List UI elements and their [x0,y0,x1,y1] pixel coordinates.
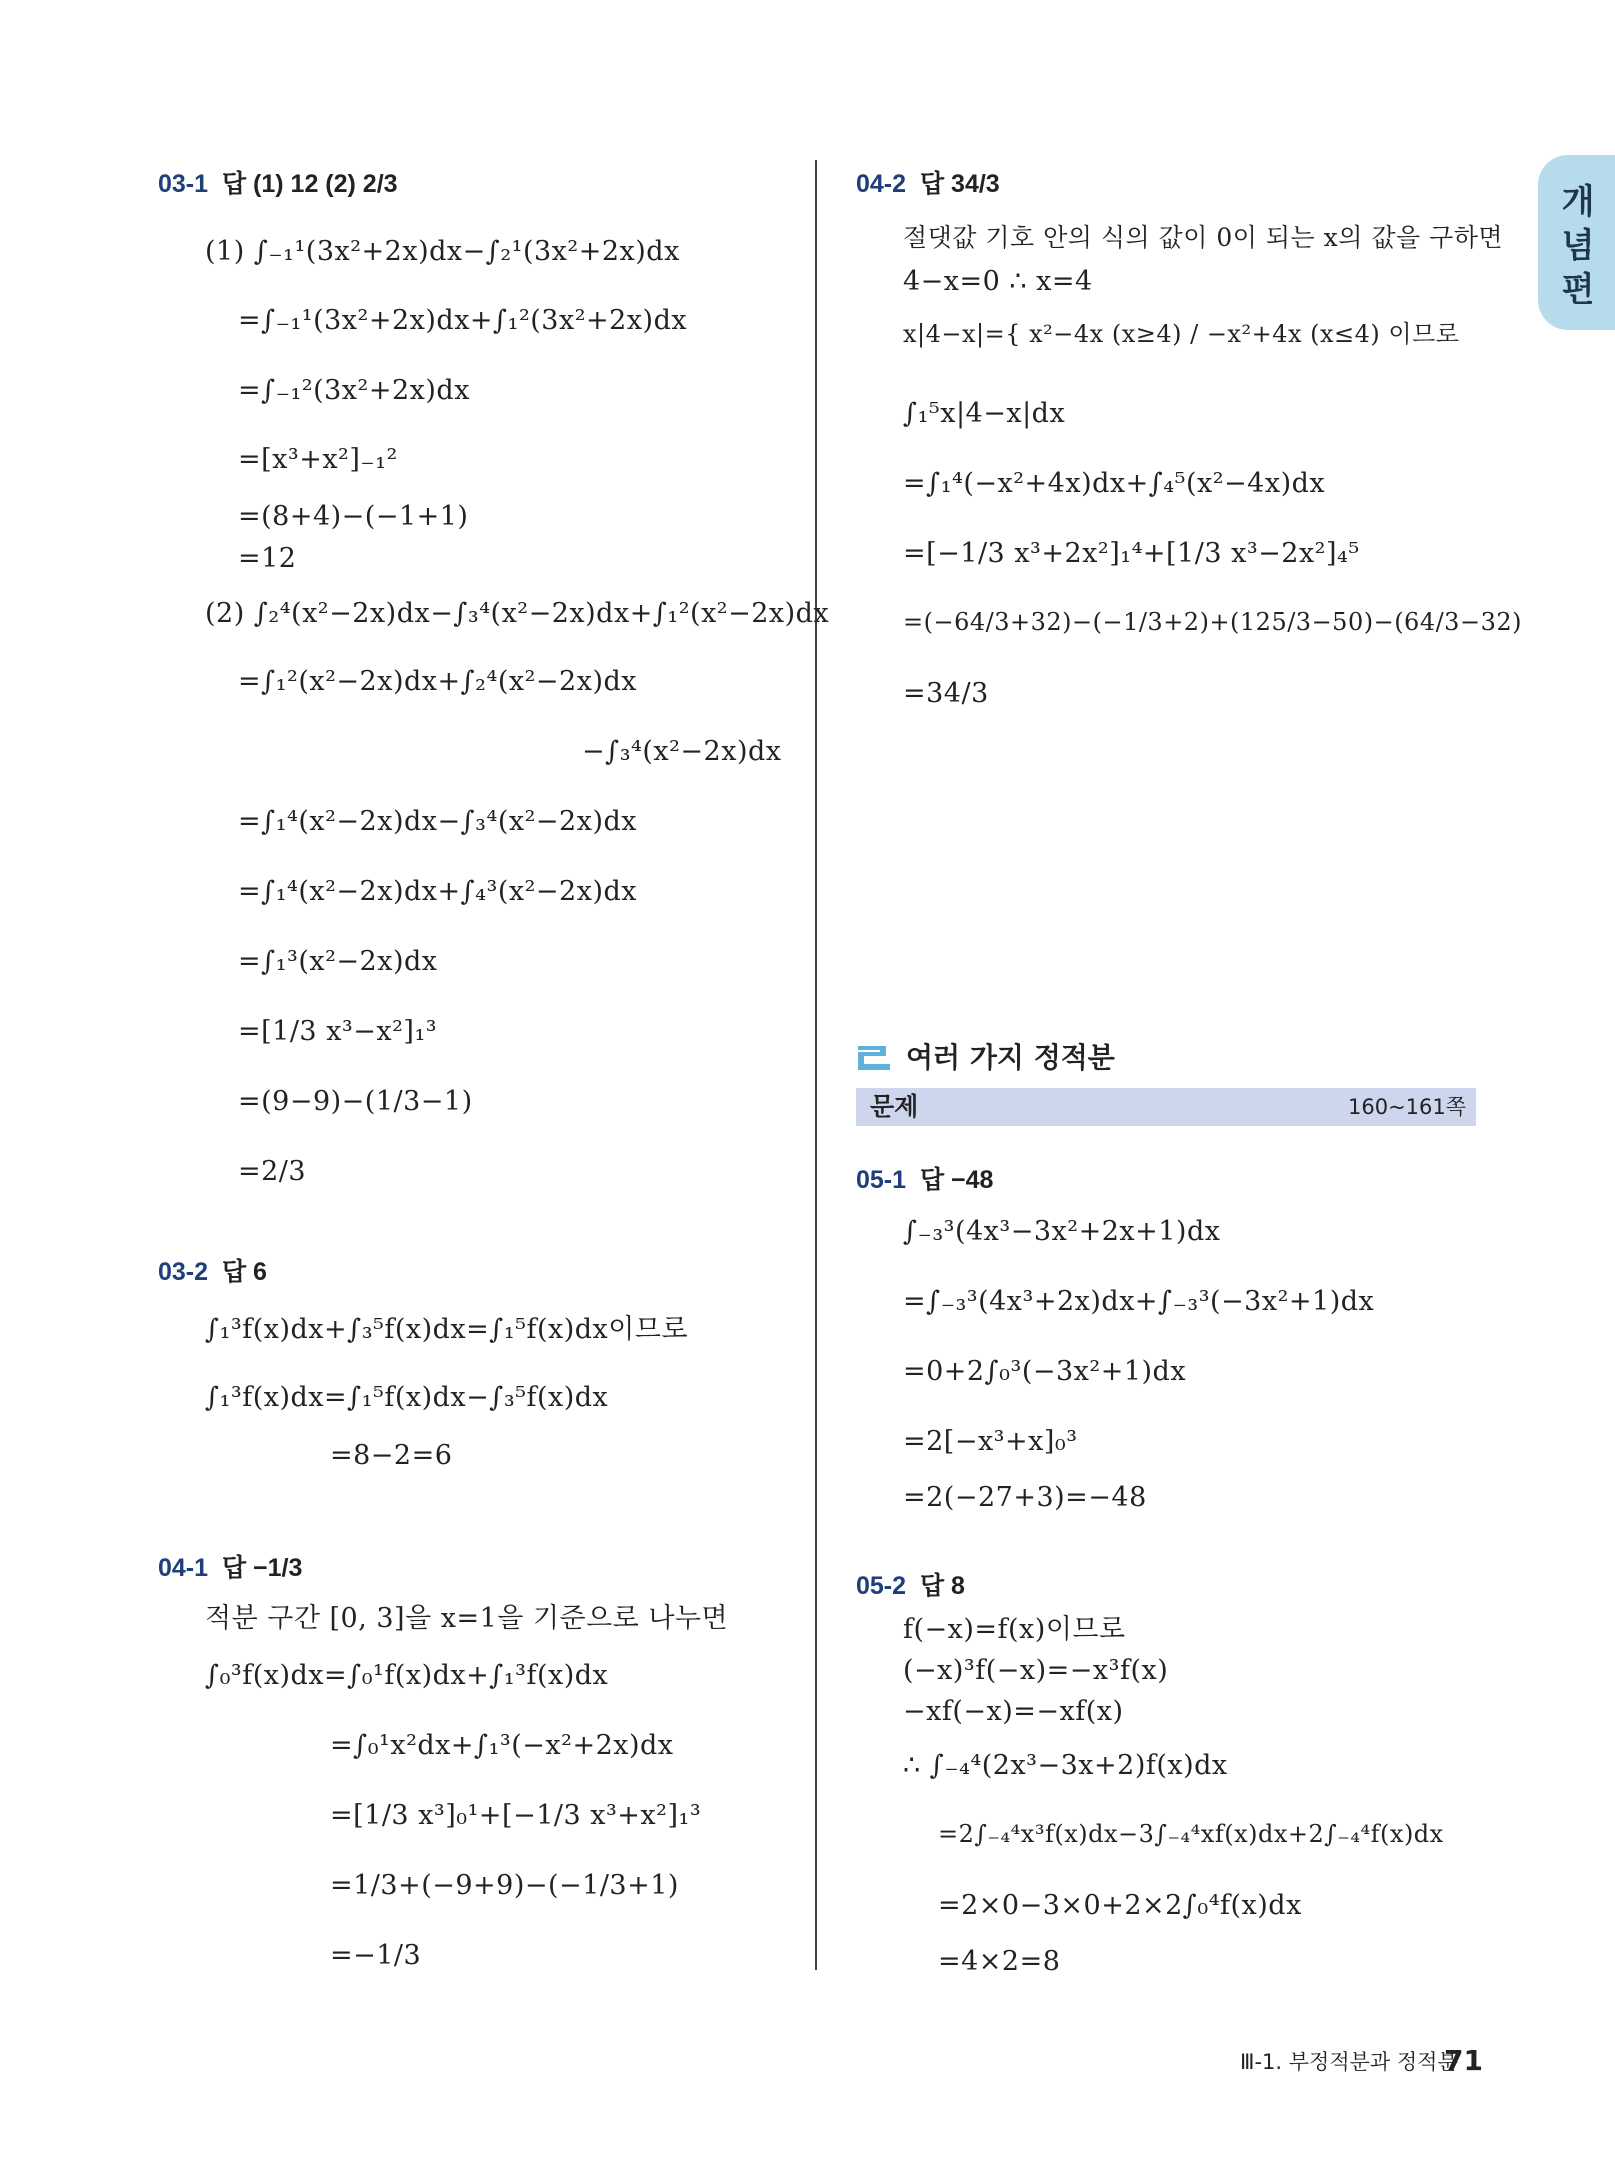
solution-line: =[−1/3 x³+2x²]₁⁴+[1/3 x³−2x²]₄⁵ [903,538,1360,569]
solution-line: ∫₋₃³(4x³−3x²+2x+1)dx [903,1216,1221,1247]
solution-line: =∫₁²(x²−2x)dx+∫₂⁴(x²−2x)dx [238,666,637,697]
problem-heading [158,1556,302,1581]
solution-line: =∫₁⁴(x²−2x)dx−∫₃⁴(x²−2x)dx [238,806,637,837]
problem-number: 04-1 [158,1554,209,1582]
solution-line: =(−64/3+32)−(−1/3+2)+(125/3−50)−(64/3−32) [903,608,1522,636]
solution-line: −xf(−x)=−xf(x) [903,1696,1124,1727]
solution-line: (−x)³f(−x)=−x³f(x) [903,1655,1169,1686]
solution-line: =∫₋₁²(3x²+2x)dx [238,375,470,406]
solution-line: (1) ∫₋₁¹(3x²+2x)dx−∫₂¹(3x²+2x)dx [205,236,680,267]
solution-line: −∫₃⁴(x²−2x)dx [582,736,782,767]
solution-line: =[1/3 x³]₀¹+[−1/3 x³+x²]₁³ [330,1800,702,1831]
solution-line: =1/3+(−9+9)−(−1/3+1) [330,1870,679,1901]
problem-number: 03-1 [158,170,209,198]
problem-heading [856,1574,965,1599]
problem-heading [158,1260,267,1285]
solution-line: =[x³+x²]₋₁² [238,444,398,475]
answer: 답 8 [919,1572,965,1600]
solution-line: =(8+4)−(−1+1) [238,501,469,532]
solution-line: =∫₁⁴(x²−2x)dx+∫₄³(x²−2x)dx [238,876,637,907]
solution-line: =∫₀¹x²dx+∫₁³(−x²+2x)dx [330,1730,674,1761]
section-title: 여러 가지 정적분 [906,1041,1115,1074]
solution-line: =34/3 [903,678,989,709]
answer: 답 (1) 12 (2) 2/3 [221,170,398,198]
solution-line: =∫₁³(x²−2x)dx [238,946,438,977]
footer-section-title: Ⅲ-1. 부정적분과 정적분 [1240,2050,1458,2074]
answer: 답 34/3 [919,170,1000,198]
problem-heading [856,1168,993,1193]
solution-line: =4×2=8 [938,1946,1061,1977]
solution-line: =−1/3 [330,1940,422,1971]
solution-line: =8−2=6 [330,1440,453,1471]
problem-heading [158,172,398,197]
problem-bar-pages: 160~161쪽 [1348,1095,1467,1119]
solution-line: x|4−x|={ x²−4x (x≥4) / −x²+4x (x≤4) 이므로 [903,320,1460,348]
side-tab-label: 개념편 [1561,182,1595,310]
answer: 답 6 [221,1258,267,1286]
solution-line: =(9−9)−(1/3−1) [238,1086,473,1117]
section-number-icon [856,1042,892,1072]
solution-line: ∫₁³f(x)dx=∫₁⁵f(x)dx−∫₃⁵f(x)dx [205,1382,609,1413]
solution-line: =2(−27+3)=−48 [903,1482,1147,1513]
problem-number: 04-2 [856,170,907,198]
answer: 답 −48 [919,1166,994,1194]
solution-line: (2) ∫₂⁴(x²−2x)dx−∫₃⁴(x²−2x)dx+∫₁²(x²−2x)dx [205,598,830,629]
solution-line: ∫₀³f(x)dx=∫₀¹f(x)dx+∫₁³f(x)dx [205,1660,609,1691]
problem-number: 03-2 [158,1258,209,1286]
solution-line: ∫₁³f(x)dx+∫₃⁵f(x)dx=∫₁⁵f(x)dx이므로 [205,1314,689,1345]
solution-line: =2[−x³+x]₀³ [903,1426,1078,1457]
solution-line: =2/3 [238,1156,307,1187]
solution-line: =[1/3 x³−x²]₁³ [238,1016,438,1047]
solution-line: f(−x)=f(x)이므로 [903,1614,1126,1645]
column-divider [815,160,817,1970]
solution-line: =∫₋₁¹(3x²+2x)dx+∫₁²(3x²+2x)dx [238,305,688,336]
solution-line: 절댓값 기호 안의 식의 값이 0이 되는 x의 값을 구하면 [903,223,1504,252]
solution-line: 적분 구간 [0, 3]을 x=1을 기준으로 나누면 [205,1603,729,1634]
page-number: 71 [1444,2044,1483,2077]
problem-number: 05-1 [856,1166,907,1194]
solution-line: =0+2∫₀³(−3x²+1)dx [903,1356,1187,1387]
solution-line: ∴ ∫₋₄⁴(2x³−3x+2)f(x)dx [903,1750,1228,1781]
answer: 답 −1/3 [221,1554,303,1582]
solution-line: =∫₋₃³(4x³+2x)dx+∫₋₃³(−3x²+1)dx [903,1286,1375,1317]
problem-bar-label: 문제 [870,1092,919,1121]
solution-line: 4−x=0 ∴ x=4 [903,266,1093,297]
solution-line: ∫₁⁵x|4−x|dx [903,398,1066,429]
solution-line: =12 [238,543,297,574]
solution-line: =∫₁⁴(−x²+4x)dx+∫₄⁵(x²−4x)dx [903,468,1326,499]
problem-number: 05-2 [856,1572,907,1600]
solution-line: =2∫₋₄⁴x³f(x)dx−3∫₋₄⁴xf(x)dx+2∫₋₄⁴f(x)dx [938,1820,1444,1848]
problem-heading [856,172,1000,197]
solution-line: =2×0−3×0+2×2∫₀⁴f(x)dx [938,1890,1302,1921]
